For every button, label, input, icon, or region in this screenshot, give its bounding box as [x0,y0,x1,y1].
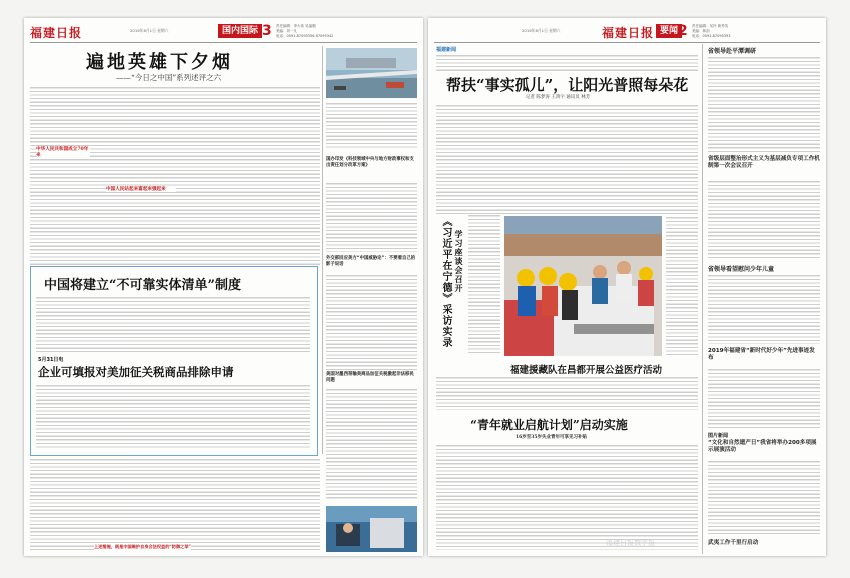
left-masthead [30,22,417,43]
left-bottom-article [30,458,320,550]
right-photo-caption: 福建援藏队在昌都开展公益医疗活动 [510,365,663,376]
right-logo: 福建日报 [602,26,655,40]
right-sidebar-headline-1: 省领导赴平潭调研 [708,48,757,55]
right-main-article-body [436,104,698,214]
right-photo-article [436,376,698,410]
right-medical-event-photo [504,216,662,356]
left-bottom-lead: 上述措施，既是中国维护自身合法权益的“防御之举” [94,544,191,549]
left-side-article-2 [326,274,417,370]
left-side-headline-3: 美国对墨西哥输美商品加征关税激起非法移民问题 [326,372,414,383]
right-page-number: 2 [678,23,688,39]
right-sidebar-headline-3: 省领导看望慰问少年儿童 [708,266,775,273]
right-sidebar-article-4 [708,368,820,428]
left-bottom-photo [326,506,417,552]
right-sidebar-headline-5: “文化和自然遗产日”我省将举办200多项展示展演活动 [708,440,817,453]
right-headline-3-sub: 16岁至35岁失业青年可享见习补贴 [516,435,588,440]
right-lead-paragraph [436,54,698,72]
left-page-number: 3 [262,23,272,39]
left-newspaper-page [24,18,423,556]
right-main-byline: 记者 陈梦涛 王鸿宇 通讯员 林芳 [526,95,591,100]
left-main-article-body [30,86,320,266]
right-editor-info: 责任编辑：吴玲 黄秀英 美编：林剑 电话：0591-87095393 [692,24,731,38]
right-sidebar-tag: 图片新闻 [708,433,729,439]
left-box-headline: 中国将建立“不可靠实体清单”制度 [44,278,241,293]
right-sidebar-article-2 [708,180,820,260]
right-headline-3: “青年就业启航计划”启动实施 [470,418,628,432]
right-section-label: 要闻 [656,24,682,38]
left-side-headline-2: 外交部回应美方“中国威胁论”：不要看自己的影子说话 [326,256,416,267]
left-bridge-photo [326,48,417,98]
right-vertical-article [468,214,500,354]
left-side-article-1 [326,182,417,252]
left-date: 2019年6月1日 星期六 [130,28,169,33]
right-vertical-sub: 学习座谈会召开 [454,230,464,293]
left-pull-quote-2: 中国人民站起来富起来强起来 [106,186,176,192]
left-editor-info: 责任编辑：李大伟 吴福顺 美编：刘一凡 电话：0591-87095356 87095342 [276,24,334,38]
left-box-body-2 [36,384,310,450]
left-pull-quote-1: 中华人民共和国成立70年来 [36,147,89,158]
left-photo-caption [326,102,417,148]
right-sidebar-article-3 [708,274,820,344]
watermark: 福建日报数字报 [606,539,655,547]
left-box-date: 5月31日电 [38,357,64,363]
left-section-label: 国内国际 [218,24,262,38]
right-sidebar-article-5 [708,460,820,534]
left-side-article-3 [326,388,417,500]
left-main-headline: 遍地英雄下夕烟 [86,52,233,73]
left-box-headline-2: 企业可填报对美加征关税商品排除申请 [38,365,234,379]
right-headline-3-article [436,444,698,550]
left-column-divider [322,46,323,454]
right-newspaper-page [428,18,826,556]
right-sidebar-headline-6: 武夷工作千里行启动 [708,540,759,546]
right-column-tag: 福建新闻 [436,47,457,53]
right-vertical-headline: 《习近平在宁德》采访实录 [440,216,451,348]
right-sidebar-headline-2: 省级层面整治形式主义为基层减负专项工作机制第一次会议召开 [708,156,820,169]
right-sidebar-article-1 [708,56,820,152]
right-column-divider [702,44,703,554]
left-logo: 福建日报 [30,26,83,40]
right-sidebar-headline-4: 2019年福建省“新时代好少年”先进事迹发布 [708,348,815,361]
right-photo-side-text [666,216,698,356]
left-main-subtitle: ——“今日之中国”系列述评之六 [116,73,222,82]
left-side-headline-1: 国办印发《科技领域中央与地方财政事权和支出责任划分改革方案》 [326,157,414,168]
right-main-headline: 帮扶“事实孤儿”，让阳光普照每朵花 [446,76,689,94]
left-box-body-1 [36,296,310,352]
right-masthead [434,22,820,43]
right-date: 2019年6月1日 星期六 [522,28,561,33]
